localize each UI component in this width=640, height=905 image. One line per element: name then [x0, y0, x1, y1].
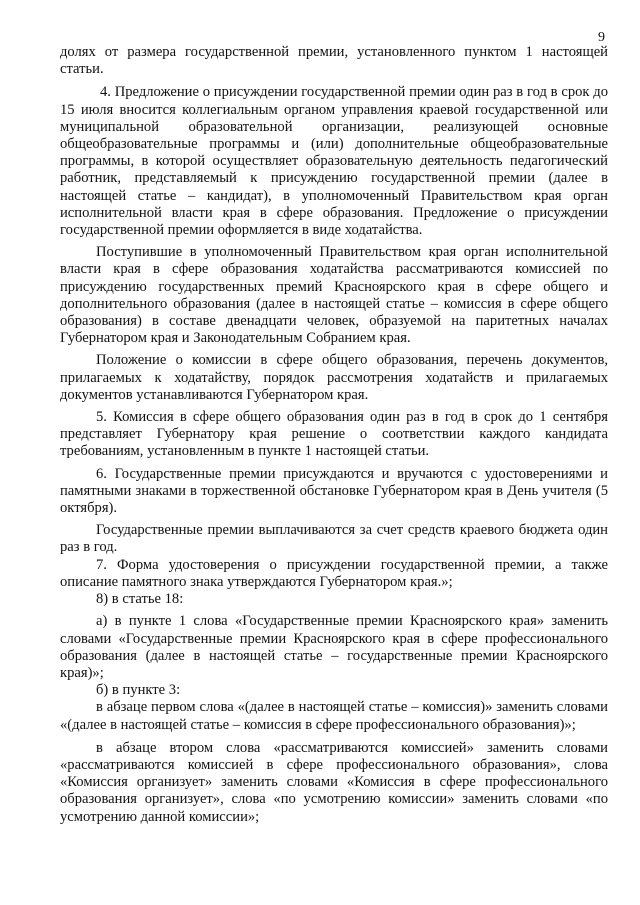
paragraph-item-4: 4. Предложение о присуждении государственной премии один раз в год в срок до 15 июля вносится коллегиальным органом управления краевой государственной или муниципальной образовательной организации, реализующей основные общеобразовательные программы и (или) дополнительные общеобразовательные программы, в которой осуществляет образовательную деятельность педагогический работник, представляемый к присуждению государственной премии (далее в настоящей статье – кандидат), в уполномоченный Правительством края орган исполнительной власти края в сфере образования. Предложение о присуждении государственной премии оформляется в виде ходатайства. [60, 84, 608, 239]
paragraph-item-6: 6. Государственные премии присуждаются и вручаются с удостоверениями и памятными знаками в торжественной обстановке Губернатором края в День учителя (5 октября). [60, 465, 608, 517]
paragraph-continuation: долях от размера государственной премии, установленного пунктом 1 настоящей статьи. [60, 44, 608, 78]
page-number: 9 [598, 30, 605, 45]
paragraph-article-18: 8) в статье 18: [96, 591, 184, 608]
paragraph-item-5: 5. Комиссия в сфере общего образования один раз в год в срок до 1 сентября представляет Губернатору края решение о соответствии каждого кандидата требованиям, установленным в пункте 1 настоящей статьи. [60, 409, 608, 460]
paragraph-subitem-a: а) в пункте 1 слова «Государственные премии Красноярского края» заменить словами «Государственные премии Красноярского края в сфере профессионального образования (далее в настоящей статье – государственные премии Красноярского края)»; [60, 613, 608, 681]
paragraph-payment: Государственные премии выплачиваются за счет средств краевого бюджета один раз в год. [60, 522, 608, 556]
paragraph-subitem-b: б) в пункте 3: [96, 682, 181, 699]
paragraph-regulation: Положение о комиссии в сфере общего образования, перечень документов, прилагаемых к ходатайству, порядок рассмотрения ходатайств и прилагаемых документов устанавливаются Губернатором края. [60, 352, 608, 403]
paragraph-second-clause: в абзаце втором слова «рассматриваются комиссией» заменить словами «рассматриваются комиссией в сфере профессионального образования», слова «Комиссия организует» заменить словами «Комиссия в сфере профессионального образования организует», слова «по усмотрению комиссии» заменить словами «по усмотрению данной комиссии»; [60, 739, 608, 825]
paragraph-commission: Поступившие в уполномоченный Правительством края орган исполнительной власти края в сфере образования ходатайства рассматриваются комиссией по присуждению государственных премий Красноярского края в сфере общего и дополнительного образования (далее в настоящей статье – комиссия в сфере общего образования) в составе двенадцати человек, образуемой на паритетных началах Губернатором края и Законодательным Собранием края. [60, 244, 608, 347]
paragraph-item-7: 7. Форма удостоверения о присуждении государственной премии, а также описание памятного знака утверждаются Губернатором края.»; [60, 556, 608, 590]
paragraph-first-clause: в абзаце первом слова «(далее в настоящей статье – комиссия)» заменить словами «(далее в настоящей статье – комиссия в сфере профессионального образования)»; [60, 699, 608, 733]
document-body [60, 44, 608, 826]
